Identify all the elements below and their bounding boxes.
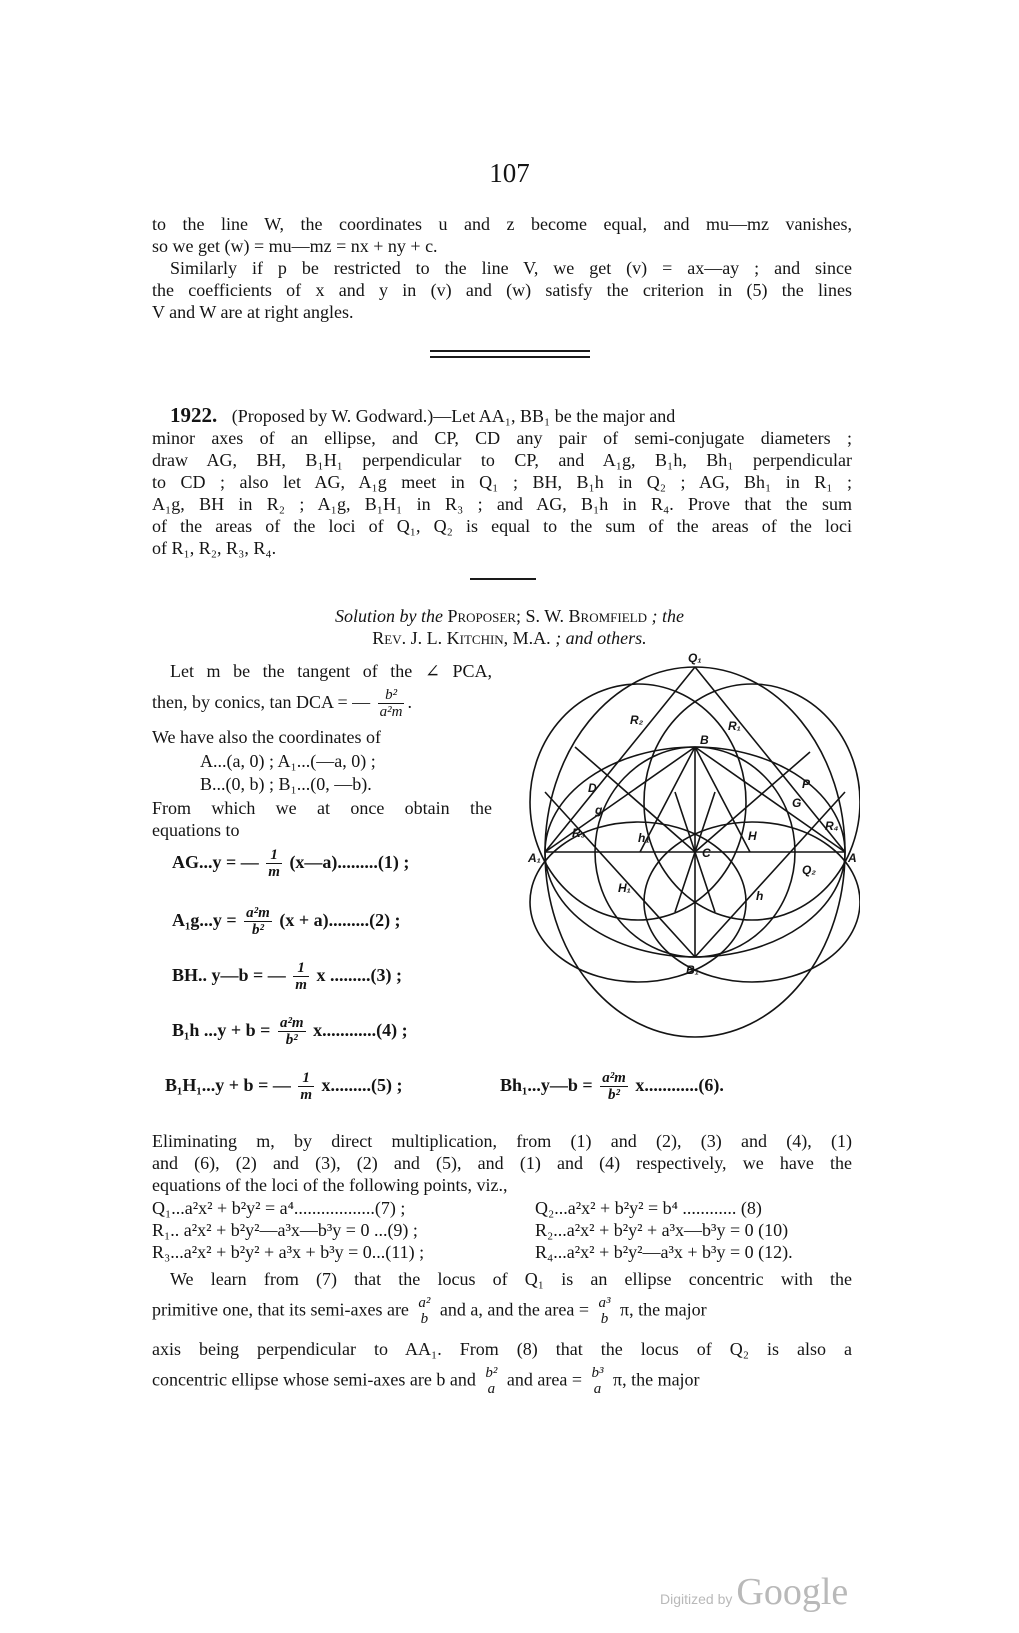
- numerator: 1: [302, 1070, 310, 1086]
- text-line: A₁g, BH in R₂ ; A₁g, B₁H₁ in R₃ ; and AG, B₁h in R₄. Prove that the sum: [152, 494, 852, 514]
- text-line: to CD ; also let AG, A₁g meet in Q₁ ; BH, B₁h in Q₂ ; AG, Bh₁ in R₁ ;: [152, 472, 852, 492]
- denominator: b²: [278, 1031, 306, 1048]
- locus-equation-r3: R₃...a²x² + b²y² + a³x + b³y = 0...(11) ;: [152, 1242, 425, 1262]
- equation-3: [172, 961, 402, 993]
- label-h: H: [748, 829, 757, 843]
- label-r2: R₂: [630, 713, 644, 727]
- question-number: 1922.: [170, 403, 218, 427]
- label-c: C: [702, 846, 711, 860]
- label-r4: R₄: [825, 819, 839, 833]
- line-a1g: [545, 667, 695, 852]
- label-a: A: [848, 851, 857, 865]
- text-fragment: π, the major: [620, 1299, 707, 1320]
- numerator: a²m: [246, 905, 270, 921]
- equation-lhs: AG...y = —: [172, 852, 259, 873]
- author-name: Bromfield: [568, 606, 647, 626]
- page-number: 107: [489, 158, 530, 188]
- text-line: Similarly if p be restricted to the line V, we get (v) = ax—ay ; and since: [170, 258, 852, 278]
- equation-4: [172, 1016, 408, 1048]
- fraction: [483, 1366, 499, 1397]
- label-r1: R₁: [728, 719, 741, 733]
- text-line: draw AG, BH, B₁H₁ perpendicular to CP, and A₁g, B₁h, Bh₁ perpendicular: [152, 450, 852, 470]
- equation-2: [172, 906, 401, 938]
- coords-line: B...(0, b) ; B₁...(0, —b).: [200, 774, 372, 794]
- text-fragment: and area =: [506, 1369, 582, 1390]
- short-rule: [470, 578, 536, 580]
- fraction: [600, 1071, 628, 1103]
- author-name: Proposer: [447, 606, 517, 626]
- label-h1-upper: H₁: [618, 881, 631, 895]
- text-line: From which we at once obtain the: [152, 798, 492, 818]
- text-line: axis being perpendicular to AA₁. From (8) that the locus of Q₂ is also a: [152, 1339, 852, 1359]
- text-fragment: ; S. W.: [516, 606, 565, 626]
- equation-5: [165, 1071, 402, 1103]
- numerator: b²: [485, 1365, 498, 1381]
- denominator: b: [420, 1311, 429, 1327]
- construction-line: [695, 747, 750, 852]
- text-line: of R₁, R₂, R₃, R₄.: [152, 538, 277, 558]
- label-g-upper: G: [792, 796, 802, 810]
- denominator: b²: [244, 921, 272, 938]
- fraction: [416, 1296, 432, 1327]
- numerator: a³: [598, 1295, 611, 1311]
- text-line: to the line W, the coordinates u and z become equal, and mu—mz vanishes,: [152, 214, 852, 234]
- text-line: of the areas of the loci of Q₁, Q₂ is equal to the sum of the areas of the loci: [152, 516, 852, 536]
- numerator: 1: [297, 960, 305, 976]
- equation-rhs: (x + a).........(2) ;: [279, 910, 401, 931]
- denominator: a: [593, 1381, 602, 1397]
- denominator: m: [295, 977, 307, 993]
- label-a1: A₁: [528, 851, 541, 865]
- locus-equation-q1: Q₁...a²x² + b²y² = a⁴..................(7) ;: [152, 1198, 406, 1218]
- denominator: m: [268, 864, 280, 880]
- line-b1h: [695, 792, 845, 957]
- question-first-line: [170, 404, 852, 427]
- text-fragment: —Let AA₁, BB₁ be the major and: [433, 406, 676, 426]
- author-name: Rev. J. L. Kitchin, M.A.: [372, 628, 551, 648]
- line-b1h1: [545, 792, 695, 957]
- label-q2: Q₂: [802, 863, 816, 877]
- numerator: b³: [591, 1365, 604, 1381]
- line-bh1: [545, 747, 695, 852]
- text-line: We learn from (7) that the locus of Q₁ is an ellipse concentric with the: [170, 1269, 852, 1289]
- fraction: [244, 906, 272, 938]
- conclusion-line-4: [152, 1366, 852, 1397]
- numerator: a²m: [602, 1070, 626, 1086]
- double-rule-top: [430, 350, 590, 352]
- text-fragment: concentric ellipse whose semi-axes are b and: [152, 1369, 476, 1390]
- text-fragment: then, by conics, tan DCA = —: [152, 692, 371, 713]
- equation-rhs: x............(4) ;: [313, 1020, 408, 1041]
- fraction: [378, 688, 405, 720]
- equation-rhs: x.........(5) ;: [321, 1075, 403, 1096]
- text-line: V and W are at right angles.: [152, 302, 354, 322]
- locus-equation-r2: R₂...a²x² + b²y² + a³x—b³y = 0 (10): [535, 1220, 789, 1240]
- label-p: P: [802, 777, 811, 791]
- text-fragment: Solution by the: [335, 606, 443, 626]
- locus-equation-r4: R₄...a²x² + b²y²—a³x + b³y = 0 (12).: [535, 1242, 793, 1262]
- double-rule-bottom: [430, 356, 590, 358]
- tan-line: then, by conics, tan DCA = — $\frac{\text{b²}}{\text{a²m}}$ .: [152, 687, 412, 720]
- label-d: D: [588, 781, 597, 795]
- numerator: b²: [385, 687, 398, 703]
- denominator: a: [487, 1381, 496, 1397]
- line-ag: [695, 667, 845, 852]
- text-line: Let m be the tangent of the ∠ PCA,: [170, 661, 492, 681]
- equation-rhs: x .........(3) ;: [316, 965, 402, 986]
- label-b: B: [700, 733, 709, 747]
- text-line: so we get (w) = mu—mz = nx + ny + c.: [152, 236, 438, 256]
- digitized-watermark: [660, 1570, 848, 1614]
- fraction: [589, 1366, 605, 1397]
- denominator: m: [300, 1087, 312, 1103]
- label-h-lower: h: [756, 889, 764, 903]
- equation-1: [172, 848, 409, 880]
- fraction: [597, 1296, 613, 1327]
- fraction: [298, 1071, 314, 1103]
- denominator: b²: [600, 1086, 628, 1103]
- equation-lhs: A₁g...y =: [172, 910, 237, 931]
- text-line: the coefficients of x and y in (v) and (w) satisfy the criterion in (5) the lines: [152, 280, 852, 300]
- google-logo: Google: [736, 1571, 849, 1613]
- text-line: equations to: [152, 820, 240, 840]
- text-fragment: and a, and the area =: [439, 1299, 589, 1320]
- numerator: 1: [270, 847, 278, 863]
- label-b1: B₁: [686, 963, 699, 977]
- text-fragment: ; and others.: [555, 628, 647, 648]
- text-line: equations of the loci of the following points, viz.,: [152, 1175, 508, 1195]
- label-q1: Q₁: [688, 652, 702, 665]
- equation-lhs: B₁H₁...y + b = —: [165, 1075, 291, 1096]
- text-fragment: ; the: [651, 606, 684, 626]
- ellipse-figure: [520, 652, 860, 1042]
- numerator: a²: [418, 1295, 431, 1311]
- fraction: [293, 961, 309, 993]
- text-line: and (6), (2) and (3), (2) and (5), and (1) and (4) respectively, we have the: [152, 1153, 852, 1173]
- equation-lhs: B₁h ...y + b =: [172, 1020, 271, 1041]
- label-h1-lower: h₁: [638, 831, 650, 845]
- denominator: b: [600, 1311, 609, 1327]
- text-fragment: primitive one, that its semi-axes are: [152, 1299, 409, 1320]
- conclusion-line-2: [152, 1296, 852, 1327]
- label-g: g: [595, 803, 603, 817]
- equation-rhs: (x—a).........(1) ;: [289, 852, 410, 873]
- coords-line: A...(a, 0) ; A₁...(—a, 0) ;: [200, 751, 376, 771]
- locus-equation-r1: R₁.. a²x² + b²y²—a³x—b³y = 0 ...(9) ;: [152, 1220, 418, 1240]
- equation-rhs: x............(6).: [635, 1075, 724, 1096]
- equation-6: [500, 1071, 724, 1103]
- text-line: We have also the coordinates of: [152, 727, 381, 747]
- solution-header-line-1: [0, 605, 1019, 627]
- text-line: Eliminating m, by direct multiplication, from (1) and (2), (3) and (4), (1): [152, 1131, 852, 1151]
- label-r3: R₃: [572, 826, 586, 840]
- equation-lhs: BH.. y—b = —: [172, 965, 286, 986]
- locus-equation-q2: Q₂...a²x² + b²y² = b⁴ ............ (8): [535, 1198, 762, 1218]
- text-fragment: π, the major: [612, 1369, 700, 1390]
- solution-header-line-2: [0, 627, 1019, 649]
- question-proposer: (Proposed by W. Godward.): [231, 406, 434, 426]
- equation-lhs: Bh₁...y—b =: [500, 1075, 593, 1096]
- watermark-prefix: Digitized by: [660, 1591, 733, 1607]
- text-line: minor axes of an ellipse, and CP, CD any pair of semi-conjugate diameters ;: [152, 428, 852, 448]
- numerator: a²m: [279, 1015, 304, 1031]
- fraction: [266, 848, 282, 880]
- line-bh: [695, 747, 845, 852]
- denominator: a²m: [379, 704, 403, 720]
- fraction: [278, 1016, 306, 1048]
